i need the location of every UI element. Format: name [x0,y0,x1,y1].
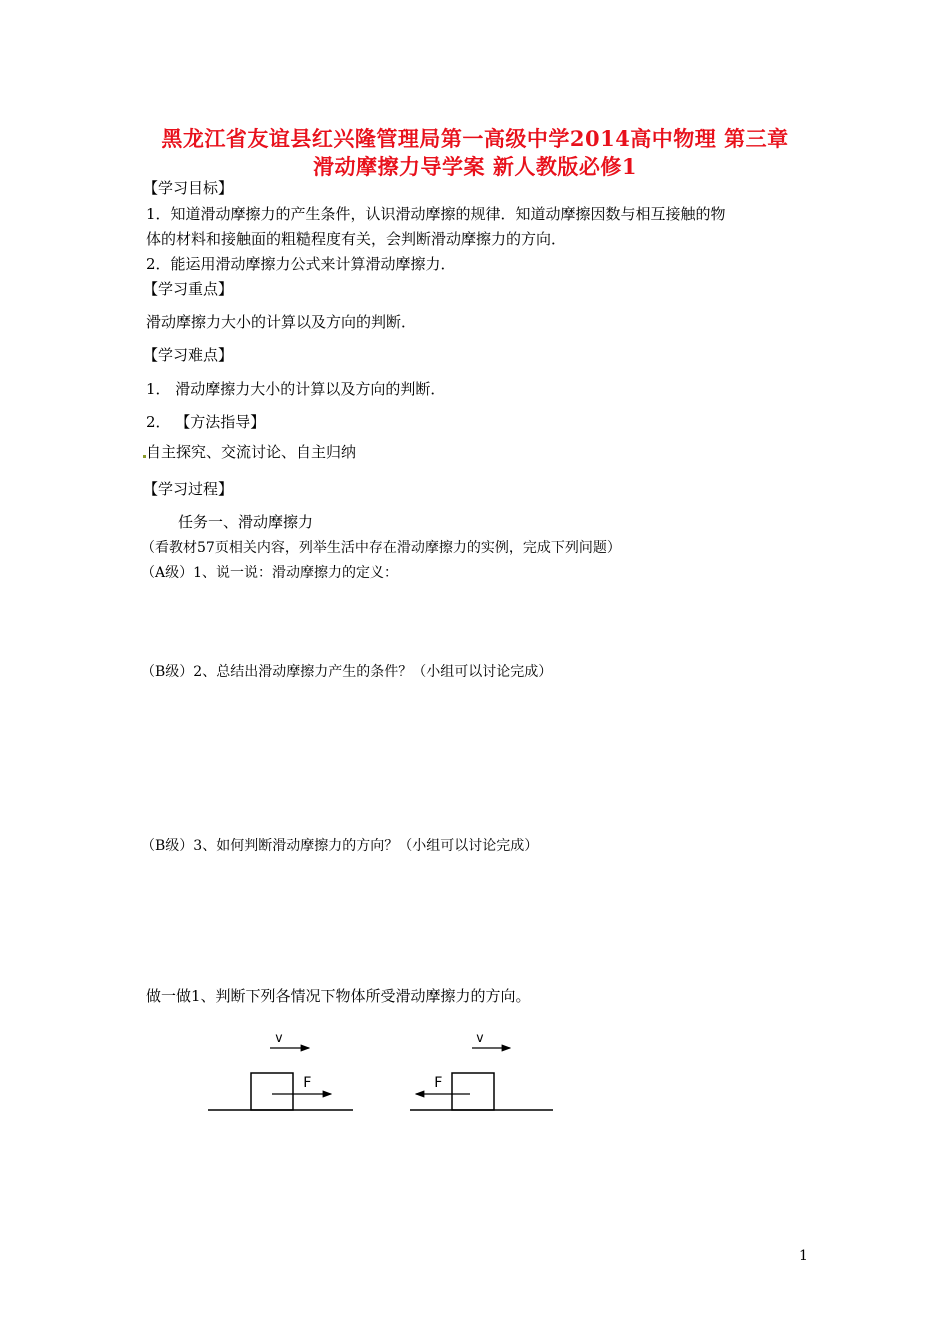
goal-item-1b: 体的材料和接触面的粗糙程度有关，会判断滑动摩擦力的方向． [146,230,567,248]
process-heading: 【学习过程】 [143,480,234,498]
page-number: 1 [799,1248,808,1264]
goal-item-1a: 1．知道滑动摩擦力的产生条件，认识滑动摩擦的规律．知道动摩擦因数与相互接触的物 [146,205,726,223]
doc-title-line2: 滑动摩擦力导学案 新人教版必修1 [313,154,637,179]
velocity-label-right: v [476,1031,484,1046]
velocity-label-left: v [275,1031,283,1046]
task1-note: （看教材57页相关内容，列举生活中存在滑动摩擦力的实例，完成下列问题） [141,540,621,556]
goal-item-2: 2．能运用滑动摩擦力公式来计算滑动摩擦力． [146,255,456,273]
difficulty-text: 1． 滑动摩擦力大小的计算以及方向的判断． [146,380,446,398]
block-left [251,1073,293,1110]
question-1: （A级）1、说一说：滑动摩擦力的定义： [141,565,399,581]
figure-right [410,1031,553,1110]
exercise-prompt: 做一做1、判断下列各情况下物体所受滑动摩擦力的方向。 [146,987,531,1005]
question-3: （B级）3、如何判断滑动摩擦力的方向？（小组可以讨论完成） [141,838,539,854]
method-heading: 2． 【方法指导】 [146,413,266,431]
task1-title: 任务一、滑动摩擦力 [178,513,314,531]
method-text: 自主探究、交流讨论、自主归纳 [146,443,357,461]
key-text: 滑动摩擦力大小的计算以及方向的判断． [146,313,417,331]
difficulty-heading: 【学习难点】 [143,346,234,364]
force-label-left: F [303,1075,312,1091]
figure-left [208,1031,353,1110]
goal-heading: 【学习目标】 [143,179,234,197]
doc-title-line1: 黑龙江省友谊县红兴隆管理局第一高级中学2014高中物理 第三章 [161,126,789,151]
question-2: （B级）2、总结出滑动摩擦力产生的条件？（小组可以讨论完成） [141,664,553,680]
block-right [452,1073,494,1110]
force-label-right: F [434,1075,443,1091]
key-heading: 【学习重点】 [143,280,234,298]
